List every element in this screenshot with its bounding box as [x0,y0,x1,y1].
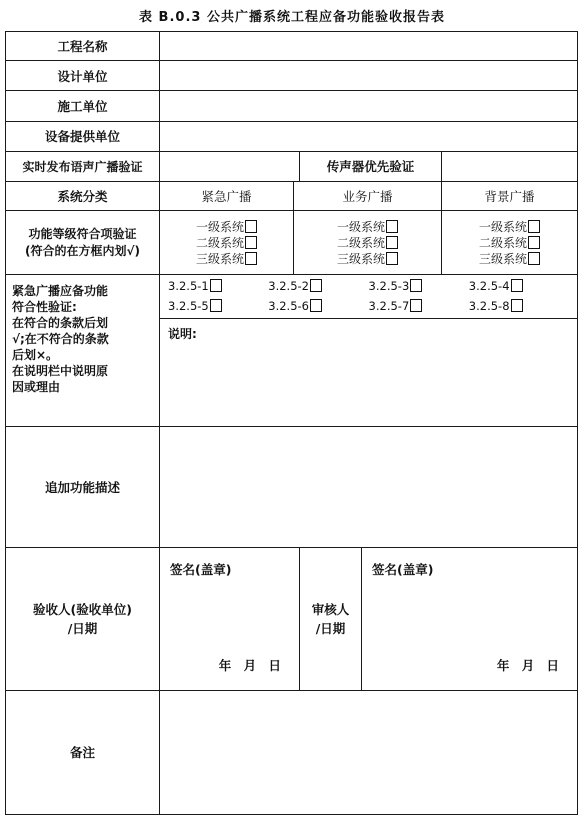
checkbox-icon[interactable] [511,299,523,312]
checkbox-icon[interactable] [310,299,322,312]
row-additional-function [6,426,578,547]
clause-3-2-5-8[interactable]: 3.2.5-8 [469,299,569,313]
additional-function-label: 追加功能描述 [6,426,160,547]
clause-3-2-5-5[interactable]: 3.2.5-5 [168,299,268,313]
row-system-category [6,182,578,211]
business-levels [294,211,442,274]
checkbox-icon[interactable] [310,279,322,292]
checkbox-icon[interactable] [528,252,540,265]
checkbox-icon[interactable] [386,236,398,249]
checkbox-icon[interactable] [210,299,222,312]
design-unit-field[interactable] [160,61,578,91]
business-level-1[interactable]: 一级系统 [294,219,441,235]
row-acceptance [6,547,578,690]
row-emergency-clauses [6,274,578,318]
checkbox-icon[interactable] [528,220,540,233]
construction-unit-label: 施工单位 [6,91,160,121]
clause-3-2-5-2[interactable]: 3.2.5-2 [268,279,368,293]
emergency-clauses-cell [160,274,578,318]
clause-3-2-5-3[interactable]: 3.2.5-3 [369,279,469,293]
form-title: 表 B.0.3 公共广播系统工程应备功能验收报告表 [139,10,445,25]
design-unit-label: 设计单位 [6,61,160,91]
realtime-voice-verify-field[interactable] [160,151,300,181]
checkbox-icon[interactable] [410,299,422,312]
emergency-level-3[interactable]: 三级系统 [160,251,293,267]
remarks-label: 备注 [6,690,160,814]
checkbox-icon[interactable] [245,252,257,265]
row-function-level [6,211,578,274]
reviewer-signature-field[interactable] [362,547,578,690]
acceptor-signature-label: 签名(盖章) [170,561,232,577]
background-levels [442,211,578,274]
function-level-label-line1: 功能等级符合项验证 [28,226,137,241]
equipment-supplier-field[interactable] [160,121,578,151]
row-remarks [6,690,578,814]
business-level-2[interactable]: 二级系统 [294,235,441,251]
reviewer-date-label: 年 月 日 [496,657,560,673]
emergency-conformance-label: 紧急广播应备功能 符合性验证: 在符合的条款后划 √;在不符合的条款 后划×。 在说明栏中说明原 因或理由 [6,274,160,426]
checkbox-icon[interactable] [245,220,257,233]
checkbox-icon[interactable] [245,236,257,249]
speaker-priority-verify-label: 传声器优先验证 [300,151,442,181]
clause-3-2-5-1[interactable]: 3.2.5-1 [168,279,268,293]
emergency-levels [160,211,294,274]
project-name-label: 工程名称 [6,32,160,61]
column-business-broadcast: 业务广播 [294,182,442,211]
business-level-3[interactable]: 三级系统 [294,251,441,267]
checkbox-icon[interactable] [386,220,398,233]
function-level-label [6,211,160,274]
column-background-broadcast: 背景广播 [442,182,578,211]
reviewer-label: 审核人 /日期 [300,547,362,690]
remarks-field[interactable] [160,690,578,814]
explanation-label: 说明: [168,327,197,342]
row-design-unit [6,61,578,91]
background-level-2[interactable]: 二级系统 [442,235,577,251]
checkbox-icon[interactable] [386,252,398,265]
clause-3-2-5-4[interactable]: 3.2.5-4 [469,279,569,293]
row-equipment-supplier [6,121,578,151]
background-level-3[interactable]: 三级系统 [442,251,577,267]
emergency-level-2[interactable]: 二级系统 [160,235,293,251]
clause-3-2-5-6[interactable]: 3.2.5-6 [268,299,368,313]
acceptance-report-table [5,31,578,815]
checkbox-icon[interactable] [511,279,523,292]
column-emergency-broadcast: 紧急广播 [160,182,294,211]
additional-function-field[interactable] [160,426,578,547]
clause-3-2-5-7[interactable]: 3.2.5-7 [369,299,469,313]
row-project-name [6,32,578,61]
equipment-supplier-label: 设备提供单位 [6,121,160,151]
row-verification [6,151,578,181]
clause-list [160,275,577,317]
speaker-priority-verify-field[interactable] [442,151,578,181]
checkbox-icon[interactable] [410,279,422,292]
system-category-label: 系统分类 [6,182,160,211]
acceptor-signature-field[interactable] [160,547,300,690]
acceptor-date-label: 年 月 日 [218,657,281,673]
construction-unit-field[interactable] [160,91,578,121]
project-name-field[interactable] [160,32,578,61]
realtime-voice-verify-label: 实时发布语声广播验证 [6,151,160,181]
explanation-field[interactable] [160,319,578,427]
background-level-1[interactable]: 一级系统 [442,219,577,235]
row-construction-unit [6,91,578,121]
reviewer-signature-label: 签名(盖章) [372,561,434,577]
checkbox-icon[interactable] [210,279,222,292]
acceptor-label: 验收人(验收单位) /日期 [6,547,160,690]
emergency-level-1[interactable]: 一级系统 [160,219,293,235]
checkbox-icon[interactable] [528,236,540,249]
function-level-label-line2: (符合的在方框内划√) [25,243,140,258]
